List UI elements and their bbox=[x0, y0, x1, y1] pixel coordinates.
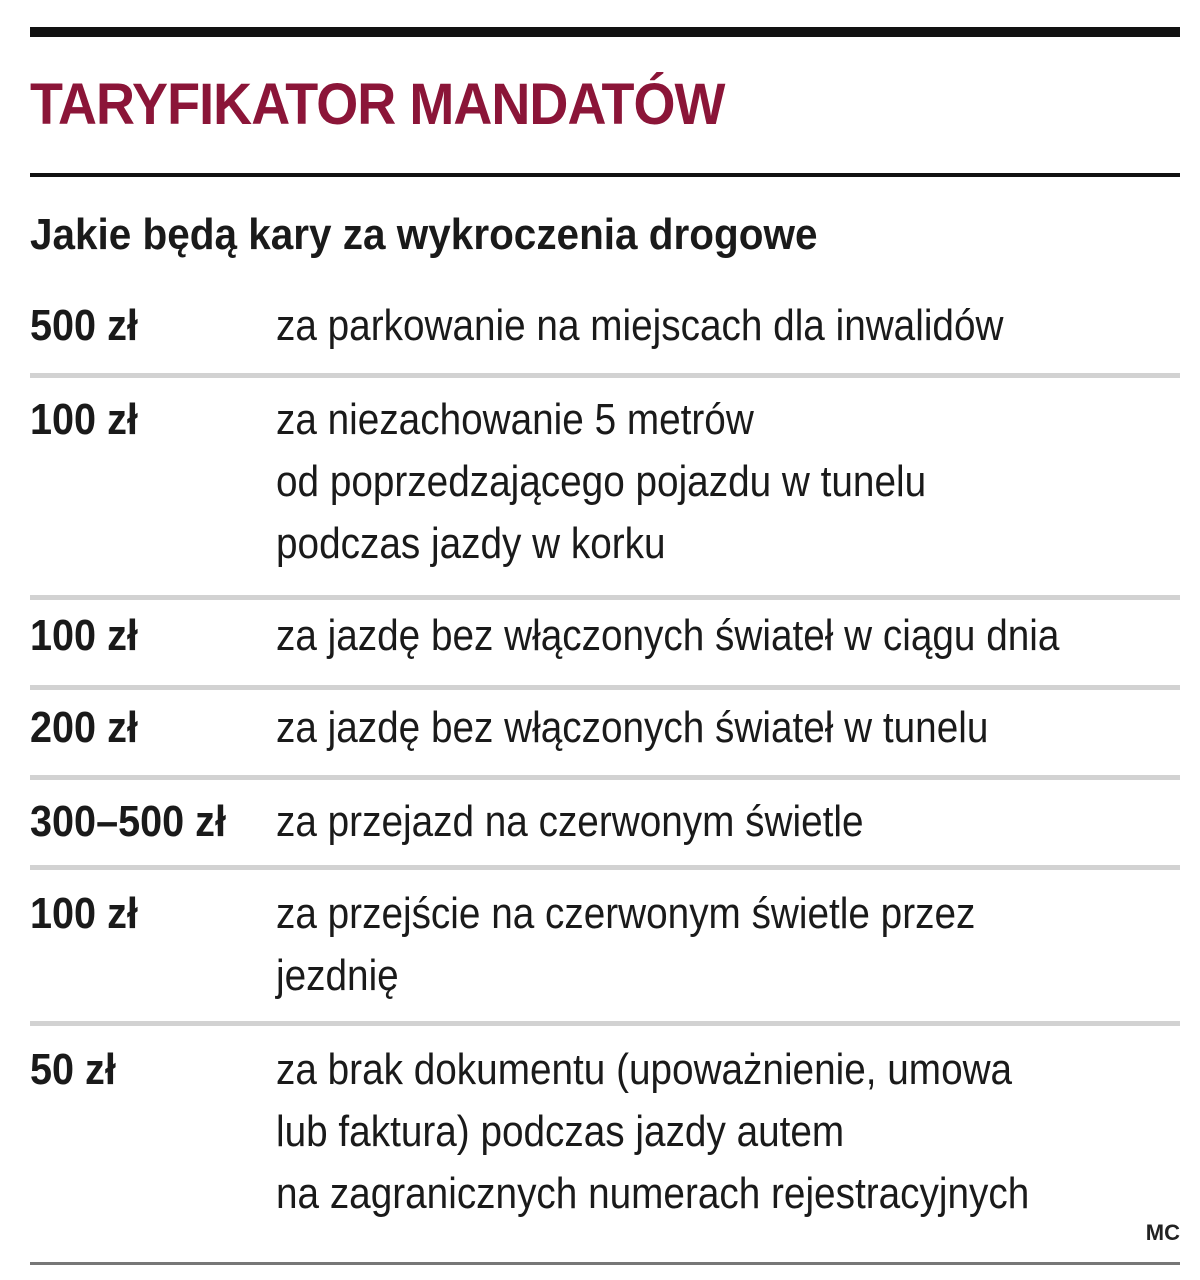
row-divider bbox=[30, 775, 1180, 780]
row-divider bbox=[30, 595, 1180, 600]
fine-description-line: za przejście na czerwonym świetle przez bbox=[276, 889, 976, 938]
fine-description-line: za parkowanie na miejscach dla inwalidów bbox=[276, 301, 1004, 350]
fine-description bbox=[276, 605, 1059, 667]
row-divider bbox=[30, 865, 1180, 870]
fine-description-line: od poprzedzającego pojazdu w tunelu bbox=[276, 457, 927, 506]
fine-amount: 100 zł bbox=[30, 611, 138, 660]
row-divider bbox=[30, 373, 1180, 378]
fine-description-line: za przejazd na czerwonym świetle bbox=[276, 797, 864, 846]
top-rule bbox=[30, 27, 1180, 37]
fine-description-line: lub faktura) podczas jazdy autem bbox=[276, 1107, 845, 1156]
fine-description bbox=[276, 295, 1003, 357]
fine-description-line: jezdnię bbox=[276, 951, 399, 1000]
fine-description-line: za jazdę bez włączonych świateł w ciągu dnia bbox=[276, 611, 1060, 660]
fine-description-line: podczas jazdy w korku bbox=[276, 519, 666, 568]
fine-amount: 100 zł bbox=[30, 395, 138, 444]
fine-description bbox=[276, 791, 863, 853]
author-credit: MC bbox=[1145, 1220, 1180, 1245]
fine-amount: 300–500 zł bbox=[30, 797, 226, 846]
fine-amount: 100 zł bbox=[30, 889, 138, 938]
fine-description bbox=[276, 1039, 1029, 1225]
infobox-subtitle: Jakie będą kary za wykroczenia drogowe bbox=[30, 210, 818, 259]
fine-amount: 500 zł bbox=[30, 301, 138, 350]
fine-description-line: za brak dokumentu (upoważnienie, umowa bbox=[276, 1045, 1013, 1094]
title-rule bbox=[30, 173, 1180, 177]
fine-description-line: za niezachowanie 5 metrów bbox=[276, 395, 754, 444]
bottom-rule bbox=[30, 1262, 1180, 1265]
fine-amount: 50 zł bbox=[30, 1045, 116, 1094]
row-divider bbox=[30, 685, 1180, 690]
infobox-title: TARYFIKATOR MANDATÓW bbox=[30, 72, 725, 137]
row-divider bbox=[30, 1021, 1180, 1026]
fines-infobox bbox=[30, 0, 1180, 1280]
fine-description bbox=[276, 883, 975, 1007]
fine-description bbox=[276, 389, 926, 575]
fine-description-line: za jazdę bez włączonych świateł w tunelu bbox=[276, 703, 989, 752]
fine-amount: 200 zł bbox=[30, 703, 138, 752]
fine-description bbox=[276, 697, 988, 759]
fine-description-line: na zagranicznych numerach rejestracyjnych bbox=[276, 1169, 1030, 1218]
